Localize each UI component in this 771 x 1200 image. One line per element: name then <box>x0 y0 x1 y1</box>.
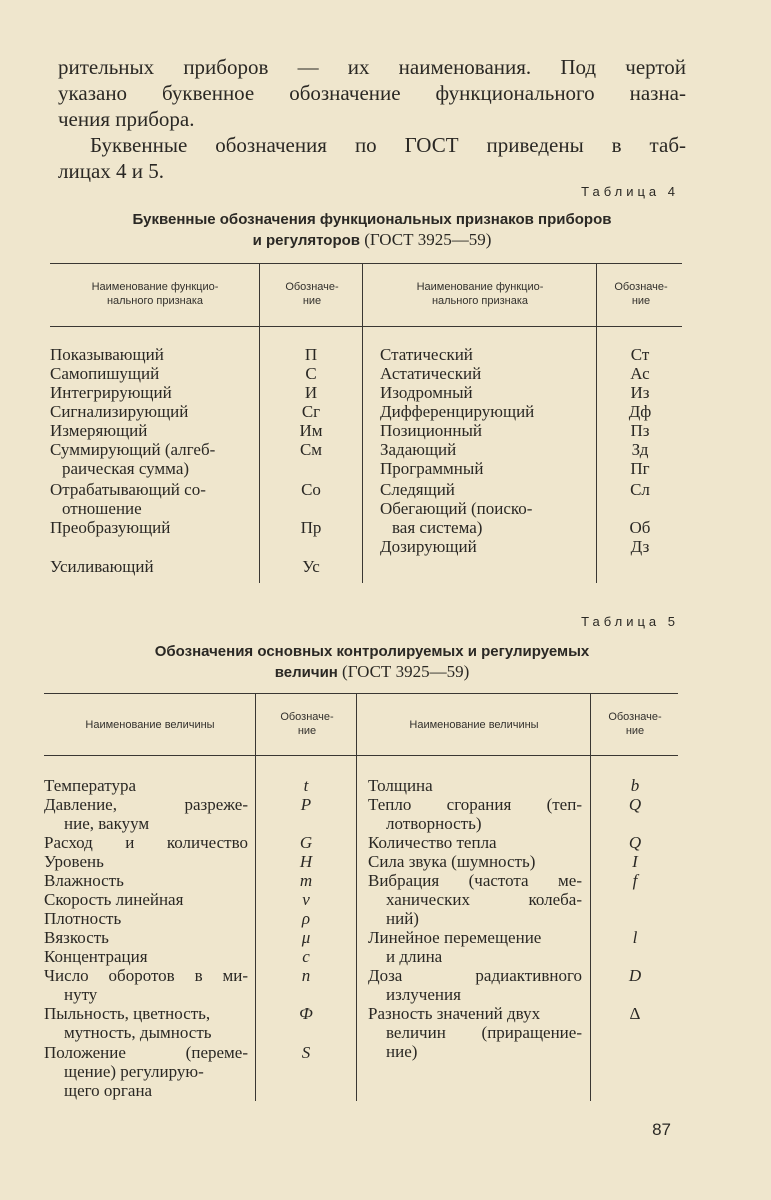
table4-row-name: Отрабатывающий со- <box>50 480 206 499</box>
table4-row-code: См <box>299 440 323 459</box>
table5-row-name-cont: лотворность) <box>386 814 482 833</box>
table4-row-name: Усиливающий <box>50 557 154 576</box>
header-line: Обозначе- <box>608 711 662 723</box>
table5-row-code: S <box>301 1043 311 1062</box>
table4-row-code: Дз <box>630 537 650 556</box>
table5-row-name: Вибрация (частота ме- <box>368 871 582 890</box>
table4-row-name: Следящий <box>380 480 455 499</box>
table5-row-name-cont: нуту <box>64 985 98 1004</box>
table4-row-code: Сг <box>301 402 321 421</box>
table4-row-code: Со <box>301 480 321 499</box>
table5-row-name-cont: ний) <box>386 909 419 928</box>
table5-header-rule <box>44 755 678 756</box>
table4-row-code: Ас <box>630 364 650 383</box>
table5-row-name-cont: и длина <box>386 947 443 966</box>
table5-row-name: Доза радиактивного <box>368 966 582 985</box>
table4-row-code: Пз <box>630 421 650 440</box>
table5-row-name: Расход и количество <box>44 833 248 852</box>
table4-row-code: И <box>304 383 318 402</box>
table4-row-code: Ус <box>302 557 320 576</box>
table5-row-name: Скорость линейная <box>44 890 184 909</box>
header-line: нального признака <box>106 295 204 307</box>
table5-divider <box>590 693 591 1101</box>
table4-row-name-cont: раическая сумма) <box>62 459 190 478</box>
table5-row-code: l <box>632 928 638 947</box>
table5-row-name-cont: величин (приращение- <box>386 1023 582 1042</box>
table5-row-name: Пыльность, цветность, <box>44 1004 211 1023</box>
table4-row-name: Интегрирующий <box>50 383 172 402</box>
table5-row-name: Давление, разреже- <box>44 795 248 814</box>
header-line: ние <box>625 725 645 737</box>
header-line: Наименование функцио- <box>416 281 544 293</box>
table5-title-gost: (ГОСТ 3925—59) <box>342 662 470 681</box>
table4-row-code: Им <box>299 421 323 440</box>
table4-row-name: Суммирующий (алгеб- <box>50 440 216 459</box>
table5-row-code: μ <box>301 928 311 947</box>
table5-title-line2 <box>58 662 686 683</box>
table5-row-code: t <box>303 776 309 795</box>
table4-row-name: Дифференцирующий <box>380 402 535 421</box>
table5-row-name: Сила звука (шумность) <box>368 852 536 871</box>
table5-row-name: Вязкость <box>44 928 109 947</box>
header-line: ние <box>302 295 322 307</box>
table4-row-name: Обегающий (поиско- <box>380 499 533 518</box>
header-line: Наименование функцио- <box>91 281 219 293</box>
table4-title-line2 <box>58 230 686 251</box>
table4-header-rule <box>50 326 682 327</box>
table4-row-name: Задающий <box>380 440 457 459</box>
intro-line: чения прибора. <box>58 107 195 131</box>
table4-row-name: Позиционный <box>380 421 482 440</box>
table5-row-code: ρ <box>301 909 311 928</box>
table5-row-name: Линейное перемещение <box>368 928 542 947</box>
table5-row-code: Δ <box>629 1004 641 1023</box>
table5-row-name: Концентрация <box>44 947 148 966</box>
table5-row-code: c <box>302 947 310 966</box>
table5-row-code: G <box>299 833 313 852</box>
table5-header-name2: Наименование величины <box>409 719 539 731</box>
table5-row-code: v <box>302 890 310 909</box>
table5-row-code: Q <box>628 795 642 814</box>
table5-row-name-cont: мутность, дымность <box>64 1023 212 1042</box>
table4-row-code: Пг <box>630 459 650 478</box>
table4-title-bold: и регуляторов <box>252 232 361 249</box>
header-line: нального признака <box>431 295 529 307</box>
table4-row-name-cont: отношение <box>62 499 142 518</box>
table4-row-name: Дозирующий <box>380 537 477 556</box>
header-line: Обозначе- <box>285 281 339 293</box>
table5-row-name: Температура <box>44 776 137 795</box>
table4-row-code: Зд <box>631 440 649 459</box>
table4-row-name: Сигнализирующий <box>50 402 189 421</box>
table4-row-code: Ст <box>630 345 650 364</box>
table5-row-name-cont: ние) <box>386 1042 418 1061</box>
table5-row-name-cont: ханических колеба- <box>386 890 582 909</box>
table4-row-name: Самопишущий <box>50 364 160 383</box>
table4-row-code: Пр <box>300 518 322 537</box>
table5-row-code: Q <box>628 833 642 852</box>
table5-row-name: Положение (переме- <box>44 1043 248 1062</box>
table4-row-name: Изодромный <box>380 383 473 402</box>
table5-row-name: Количество тепла <box>368 833 497 852</box>
table4-title-gost: (ГОСТ 3925—59) <box>364 230 492 249</box>
table5-row-name: Влажность <box>44 871 124 890</box>
table5-row-name-cont: излучения <box>386 985 461 1004</box>
table5-label: Таблица 5 <box>581 614 679 629</box>
table4-row-code: П <box>304 345 318 364</box>
intro-line: Буквенные обозначения по ГОСТ приведены в таб- <box>90 133 686 157</box>
table5-row-code: f <box>632 871 638 890</box>
table5-row-name-cont: щение) регулирую- <box>64 1062 204 1081</box>
table5-row-code: I <box>632 852 638 871</box>
table5-header-code2 <box>592 710 678 738</box>
table4-label: Таблица 4 <box>581 184 679 199</box>
table4-row-name: Статический <box>380 345 473 364</box>
table4-row-name: Астатический <box>380 364 482 383</box>
intro-line: указано буквенное обозначение функционального назна- <box>58 81 686 105</box>
table5-row-code: P <box>300 795 312 814</box>
table5-title <box>58 642 686 683</box>
table4-row-name: Преобразующий <box>50 518 171 537</box>
table5-row-name-cont: ние, вакуум <box>64 814 150 833</box>
table4-row-code: Дф <box>628 402 652 421</box>
table5-row-name-cont: щего органа <box>64 1081 153 1100</box>
table4-row-code: Из <box>630 383 650 402</box>
table4-header-name2 <box>364 280 596 308</box>
table5-row-name: Толщина <box>368 776 433 795</box>
table5-title-line1: Обозначения основных контролируемых и регулируемых <box>154 643 590 660</box>
table5-row-code: m <box>299 871 313 890</box>
table4-row-name: Программный <box>380 459 484 478</box>
table5-row-code: H <box>299 852 313 871</box>
table4-top-rule <box>50 263 682 264</box>
intro-paragraph <box>58 54 686 184</box>
intro-line: рительных приборов — их наименования. Под чертой <box>58 55 686 79</box>
table4-row-name-cont: вая система) <box>392 518 483 537</box>
header-line: ние <box>631 295 651 307</box>
table5-header-name1: Наименование величины <box>85 719 215 731</box>
header-line: Обозначе- <box>614 281 668 293</box>
table5-row-code: n <box>301 966 311 985</box>
intro-line: лицах 4 и 5. <box>58 159 165 183</box>
table5-row-code: D <box>628 966 642 985</box>
table5-header-code1 <box>258 710 356 738</box>
header-line: Обозначе- <box>280 711 334 723</box>
table5-row-code: Ф <box>299 1004 313 1023</box>
table4-row-code: Сл <box>630 480 650 499</box>
page-number: 87 <box>652 1120 671 1139</box>
table5-row-name: Разность значений двух <box>368 1004 541 1023</box>
table5-top-rule <box>44 693 678 694</box>
table4-title <box>58 210 686 251</box>
table4-title-line1: Буквенные обозначения функциональных признаков приборов <box>132 211 612 228</box>
table5-row-name: Уровень <box>44 852 104 871</box>
table5-row-name: Число оборотов в ми- <box>44 966 248 985</box>
header-line: ние <box>297 725 317 737</box>
table4-header-name1 <box>52 280 258 308</box>
table4-header-code1 <box>262 280 362 308</box>
table5-row-name: Плотность <box>44 909 122 928</box>
table5-row-code: b <box>630 776 640 795</box>
table5-title-bold: величин <box>274 664 338 681</box>
table5-row-name: Тепло сгорания (теп- <box>368 795 582 814</box>
table4-row-code: С <box>305 364 317 383</box>
table4-row-code: Об <box>629 518 651 537</box>
table4-row-name: Измеряющий <box>50 421 148 440</box>
table4-header-code2 <box>598 280 684 308</box>
table4-row-name: Показывающий <box>50 345 164 364</box>
